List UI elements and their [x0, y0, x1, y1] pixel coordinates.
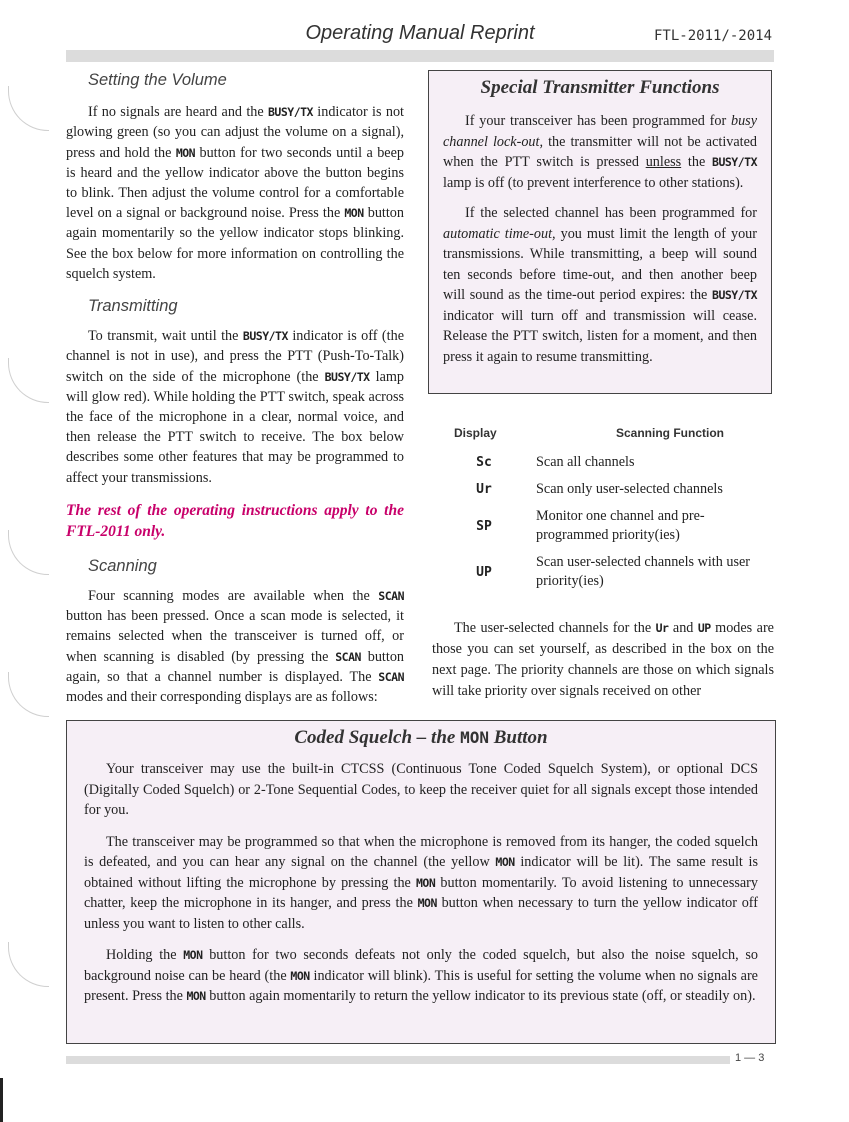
- scan-function: Scan user-selected channels with user priority(ies): [536, 554, 751, 589]
- section-heading-scanning: Scanning: [88, 556, 157, 575]
- table-header-function: Scanning Function: [616, 426, 724, 440]
- binder-hole: [8, 358, 49, 403]
- special-box-title: Special Transmitter Functions: [480, 77, 720, 98]
- special-transmitter-box: [428, 70, 772, 394]
- binder-mark: [0, 1078, 3, 1122]
- binder-hole: [8, 672, 49, 717]
- table-row: [432, 449, 774, 476]
- display-code: UP: [476, 564, 492, 580]
- transmitting-paragraph: To transmit, wait until the BUSY/TX indicator is off (the channel is not in use), and press the PTT (Push-To-Talk) switch on the side of the microphone (the BUSY/TX lamp will glow red). While holding the PTT switch, speak across the face of the microphone in a clear, normal voice, and then release the PTT switch to receive. The box below describes some other features that may be programmed to affect your transmissions.: [66, 328, 404, 486]
- display-code: Sc: [476, 455, 492, 470]
- scan-function: Scan all channels: [536, 454, 635, 470]
- display-code: Ur: [476, 482, 492, 497]
- binder-hole: [8, 86, 49, 131]
- volume-paragraph: If no signals are heard and the BUSY/TX indicator is not glowing green (so you can adjust the volume on a signal), press and hold the MON button for two seconds until a beep is heard and the yellow indicator above the button begins to blink. Then adjust the volume control for a comfortable level on a signal or background noise. Press the MON button again momentarily so the yellow indicator stops blinking. See the box below for more information on controlling the squelch system.: [66, 104, 404, 282]
- table-row: [432, 549, 774, 595]
- ctcss-paragraph: Your transceiver may use the built-in CTCSS (Continuous Tone Coded Squelch System), or optional DCS (Digitally Coded Squelch) or 2-Tone Sequential Codes, to keep the receiver quiet for all signals except those intended for you.: [84, 761, 758, 818]
- header-rule: [66, 50, 774, 62]
- scan-function: Monitor one channel and pre-programmed priority(ies): [536, 508, 705, 543]
- left-column: [66, 70, 404, 707]
- model-number: FTL-2011/-2014: [654, 28, 773, 44]
- coded-squelch-title: Coded Squelch – the MON Button: [294, 727, 548, 748]
- busy-lockout-paragraph: If your transceiver has been programmed for busy channel lock-out, the transmitter will not be activated when the PTT switch is pressed unless the BUSY/TX lamp is off (to prevent interference to other stations).: [443, 113, 757, 191]
- section-heading-transmitting: Transmitting: [88, 297, 178, 316]
- page-number: 1 — 3: [735, 1052, 765, 1064]
- manual-title: Operating Manual Reprint: [305, 22, 535, 44]
- right-column-text: [432, 618, 774, 702]
- scanning-paragraph: Four scanning modes are available when the SCAN button has been pressed. Once a scan mode is selected, it remains selected when the transceiver is turned off, or when scanning is disabled (by pressing the SCAN button again, so that a channel number is displayed. The SCAN modes and their corresponding displays are as follows:: [66, 588, 405, 706]
- table-header-display: Display: [454, 426, 497, 440]
- time-out-paragraph: If the selected channel has been programmed for automatic time-out, you must limit the length of your transmissions. While transmitting, a beep will sound ten seconds before time-out, and then another beep will sound as the time-out period expires: the BUSY/TX indicator will turn off and transmission will cease. Release the PTT switch, listen for a moment, and then press it again to resume transmitting.: [443, 205, 757, 365]
- mic-hanger-paragraph: The transceiver may be programmed so that when the microphone is removed from its hanger, the coded squelch is defeated, and you can hear any signal on the channel (the yellow MON indicator will be lit). The same result is obtained without lifting the microphone by pressing the MON button momentarily. To avoid listening to unnecessary chatter, keep the microphone in its hanger, and press the MON button when necessary to turn the yellow indicator off unless you want to listen to other calls.: [84, 833, 758, 932]
- binder-hole: [8, 530, 49, 575]
- noise-squelch-paragraph: Holding the MON button for two seconds defeats not only the coded squelch, but also the noise squelch, so background noise can be heard (the MON indicator will blink). This is useful for setting the volume when no signals are present. Press the MON button again momentarily to return the yellow indicator to its previous state (off, or steadily on).: [84, 947, 758, 1004]
- table-row: [432, 476, 774, 503]
- user-channels-paragraph: The user-selected channels for the Ur and UP modes are those you can set yourself, as described in the box on the next page. The priority channels are those on which signals will take priority over signals received on other: [432, 620, 774, 699]
- binder-hole: [8, 942, 49, 987]
- footer-rule: [66, 1056, 730, 1064]
- scan-function: Scan only user-selected channels: [536, 481, 723, 497]
- ftl2011-note: The rest of the operating instructions apply to the FTL-2011 only.: [66, 501, 404, 540]
- table-row: [432, 503, 774, 549]
- display-code: SP: [476, 518, 492, 534]
- coded-squelch-box: [66, 720, 776, 1044]
- section-heading-volume: Setting the Volume: [88, 71, 227, 89]
- scan-mode-table: [432, 426, 774, 595]
